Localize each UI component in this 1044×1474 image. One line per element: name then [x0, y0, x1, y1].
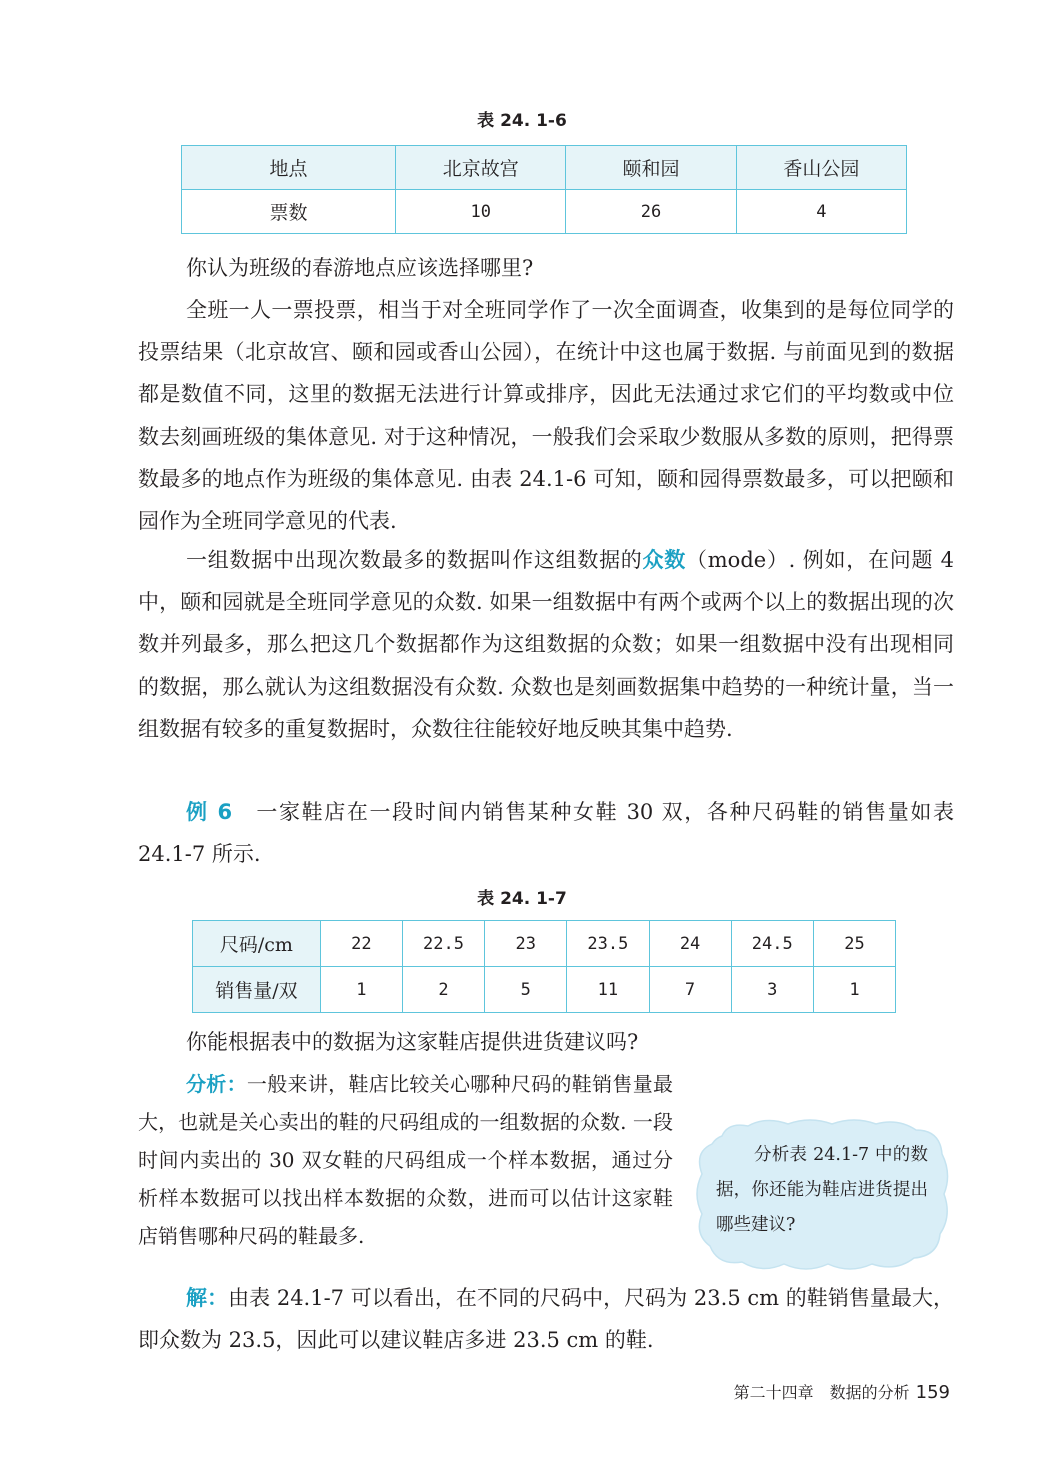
table2-cell: 22.5: [402, 921, 484, 967]
paragraph-1: 全班一人一票投票，相当于对全班同学作了一次全面调查，收集到的是每位同学的投票结果（北京故宫、颐和园或香山公园），在统计中这也属于数据. 与前面见到的数据都是数值不同，这里的数据无法进行计算或排序，因此无法通过求它们的平均数或中位数去刻画班级的集体意见. 对于这种情况，一般我们会采取少数服从多数的原则，把得票数最多的地点作为班级的集体意见. 由表 24.1-6 可知，颐和园得票数最多，可以把颐和园作为全班同学意见的代表.: [138, 298, 954, 534]
table2-cell: 24: [649, 921, 731, 967]
table1: [181, 145, 907, 234]
table2-header-row: [193, 921, 896, 967]
example-6: [138, 791, 954, 875]
example-label: 例 6: [186, 800, 233, 824]
paragraph-2-after: （mode）. 例如，在问题 4 中，颐和园就是全班同学意见的众数. 如果一组数据中有两个或两个以上的数据出现的次数并列最多，那么把这几个数据都作为这组数据的众数；如果一组数据中没有出现相同的数据，那么就认为这组数据没有众数. 众数也是刻画数据集中趋势的一种统计量，当一组数据有较多的重复数据时，众数往往能较好地反映其集中趋势.: [138, 548, 954, 741]
example-text: 一家鞋店在一段时间内销售某种女鞋 30 双，各种尺码鞋的销售量如表 24.1-7 所示.: [138, 800, 954, 867]
table2-cell: 5: [485, 967, 567, 1013]
table1-header-row: [182, 146, 907, 190]
page-footer: [700, 1380, 950, 1403]
table2-cell: 2: [402, 967, 484, 1013]
table1-data-row: [182, 190, 907, 234]
term-mode: 众数: [642, 547, 687, 572]
table1-header-cell: 地点: [182, 146, 396, 190]
table2-data-row: [193, 967, 896, 1013]
footer-chapter: 第二十四章 数据的分析: [733, 1383, 910, 1402]
table2: [192, 920, 896, 1013]
table1-cell: 10: [396, 190, 566, 234]
table1-header-cell: 颐和园: [566, 146, 736, 190]
table2-row-label: 销售量/双: [193, 967, 321, 1013]
table2-cell: 24.5: [731, 921, 813, 967]
table2-cell: 1: [320, 967, 402, 1013]
table1-cell: 26: [566, 190, 736, 234]
table2-caption: 表 24. 1-7: [477, 889, 567, 909]
paragraph-2: [138, 539, 954, 750]
cloud-note: 分析表 24.1-7 中的数据，你还能为鞋店进货提出哪些建议?: [716, 1145, 928, 1235]
analysis-paragraph: [138, 1065, 673, 1255]
question-2: 你能根据表中的数据为这家鞋店提供进货建议吗?: [186, 1030, 639, 1054]
solution-label: 解：: [186, 1286, 229, 1310]
table1-header-cell: 香山公园: [736, 146, 906, 190]
table1-header-cell: 北京故宫: [396, 146, 566, 190]
solution-paragraph: [138, 1277, 954, 1361]
analysis-text: 一般来讲，鞋店比较关心哪种尺码的鞋销售量最大，也就是关心卖出的鞋的尺码组成的一组数据的众数. 一段时间内卖出的 30 双女鞋的尺码组成一个样本数据，通过分析样本数据可以找出样本数据的众数，进而可以估计这家鞋店销售哪种尺码的鞋最多.: [138, 1072, 674, 1248]
table1-row-label: 票数: [182, 190, 396, 234]
question-1: 你认为班级的春游地点应该选择哪里?: [186, 256, 534, 280]
table2-cell: 11: [567, 967, 649, 1013]
table2-cell: 23: [485, 921, 567, 967]
table1-cell: 4: [736, 190, 906, 234]
table2-cell: 1: [813, 967, 895, 1013]
table2-cell: 23.5: [567, 921, 649, 967]
analysis-label: 分析：: [186, 1072, 247, 1096]
table2-row-label: 尺码/cm: [193, 921, 321, 967]
table1-caption: 表 24. 1-6: [477, 111, 567, 131]
table2-cell: 3: [731, 967, 813, 1013]
thought-cloud: [692, 1116, 952, 1274]
solution-text: 由表 24.1-7 可以看出，在不同的尺码中，尺码为 23.5 cm 的鞋销售量最大，即众数为 23.5，因此可以建议鞋店多进 23.5 cm 的鞋.: [138, 1286, 954, 1353]
paragraph-2-before: 一组数据中出现次数最多的数据叫作这组数据的: [186, 548, 643, 572]
page-number: 159: [915, 1382, 950, 1403]
table2-cell: 7: [649, 967, 731, 1013]
table2-cell: 25: [813, 921, 895, 967]
table2-cell: 22: [320, 921, 402, 967]
